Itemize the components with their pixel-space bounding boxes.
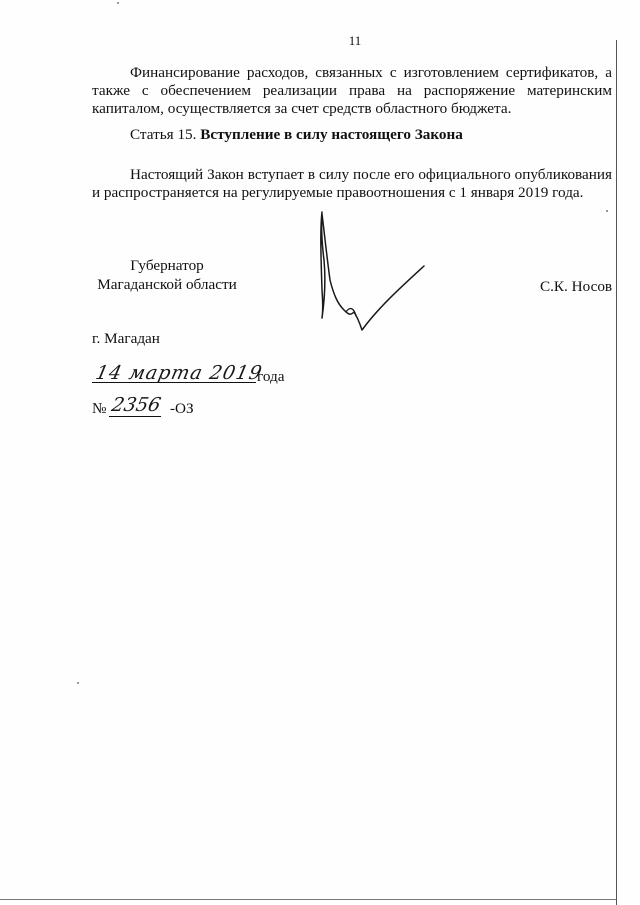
article-number: Статья 15. — [130, 126, 197, 143]
law-number-suffix: -ОЗ — [170, 400, 194, 417]
date-underline — [92, 382, 256, 383]
scan-speck — [77, 682, 79, 684]
article-title: Вступление в силу настоящего Закона — [200, 126, 463, 143]
signing-date-handwritten: 14 марта 2019 — [93, 362, 265, 384]
law-number-underline — [109, 416, 161, 417]
law-number-sign: № — [92, 400, 107, 417]
scan-speck — [117, 2, 119, 4]
signing-date — [92, 362, 312, 386]
handwritten-signature — [300, 200, 440, 340]
signatory-name: С.К. Носов — [540, 278, 613, 295]
city: г. Магадан — [92, 330, 160, 347]
signatory-title — [92, 256, 242, 294]
scan-edge-right — [616, 40, 617, 905]
date-suffix: года — [257, 368, 285, 385]
law-number-handwritten: 2356 — [109, 394, 163, 416]
article-heading — [130, 126, 463, 144]
scan-speck — [606, 210, 608, 212]
scan-edge-bottom — [0, 899, 616, 900]
page-number: 11 — [348, 33, 362, 48]
paragraph-financing: Финансирование расходов, связанных с изготовлением сертификатов, а также с обеспечением реализации права на распоряжение материнским капиталом, осуществляется за счет средств областного бюджета. — [92, 64, 612, 117]
paragraph-entry-into-force: Настоящий Закон вступает в силу после его официального опубликования и распространяется на регулируемые правоотношения с 1 января 2019 года. — [92, 166, 612, 201]
law-number — [92, 394, 292, 418]
signatory-title-line2: Магаданской области — [97, 276, 237, 293]
signatory-title-line1: Губернатор — [130, 257, 204, 274]
